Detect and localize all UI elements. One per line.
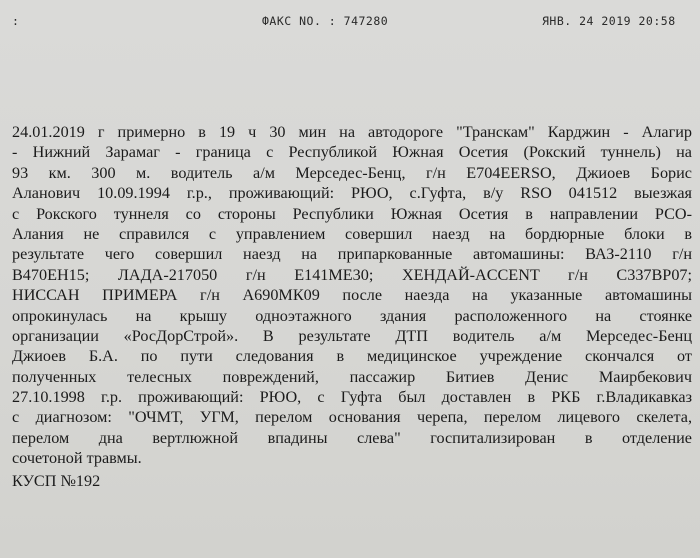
report-line: Аланович 10.09.1994 г.р., проживающий: РЮО, с.Гуфта, в/у RSO 041512 выезжая (12, 184, 692, 203)
kusp-number: КУСП №192 (12, 471, 101, 490)
report-line: 27.10.1998 г.р. проживающий: РЮО, с Гуфта был доставлен в РКБ г.Владикавказ (12, 388, 692, 407)
report-line: результате чего совершил наезд на припаркованные автомашины: ВАЗ-2110 г/н (12, 245, 692, 264)
report-line: 93 км. 300 м. водитель а/м Мерседес-Бенц, г/н Е704ЕЕRSO, Джиоев Борис (12, 163, 692, 182)
fax-mark: : (12, 14, 20, 28)
report-line: перелом дна вертлюжной впадины слева" госпитализирован в отделение (12, 428, 692, 447)
report-line: В470ЕН15; ЛАДА-217050 г/н Е141МЕ30; ХЕНДАЙ-ACCENT г/н С337ВР07; (12, 265, 692, 284)
report-line: 24.01.2019 г примерно в 19 ч 30 мин на автодороге "Транскам" Карджин - Алагир (12, 123, 692, 141)
report-line: сочетоной травмы. (12, 449, 142, 468)
fax-header (0, 14, 700, 36)
fax-number: ФАКС NO. : 747280 (262, 14, 389, 28)
report-body (12, 122, 692, 491)
report-line: Алания не справился с управлением совершил наезд на бордюрные блоки в (12, 224, 692, 243)
report-line: НИССАН ПРИМЕРА г/н А690МК09 после наезда на указанные автомашины (12, 286, 692, 305)
report-line: с Рокского туннеля со стороны Республики Южная Осетия в направлении РСО- (12, 204, 692, 223)
report-line: Джиоев Б.А. по пути следования в медицинское учреждение скончался от (12, 347, 692, 366)
report-line: - Нижний Зарамаг - граница с Республикой Южная Осетия (Рокский туннель) на (12, 143, 692, 162)
report-line: организации «РосДорСтрой». В результате ДТП водитель а/м Мерседес-Бенц (12, 326, 692, 345)
fax-datetime: ЯНВ. 24 2019 20:58 (542, 14, 676, 28)
report-line: с диагнозом: "ОЧМТ, УГМ, перелом основания черепа, перелом лицевого скелета, (12, 408, 692, 427)
report-line: опрокинулась на крышу одноэтажного здания расположенного на стоянке (12, 306, 692, 325)
report-line: полученных телесных повреждений, пассажир Битиев Денис Маирбекович (12, 367, 692, 386)
